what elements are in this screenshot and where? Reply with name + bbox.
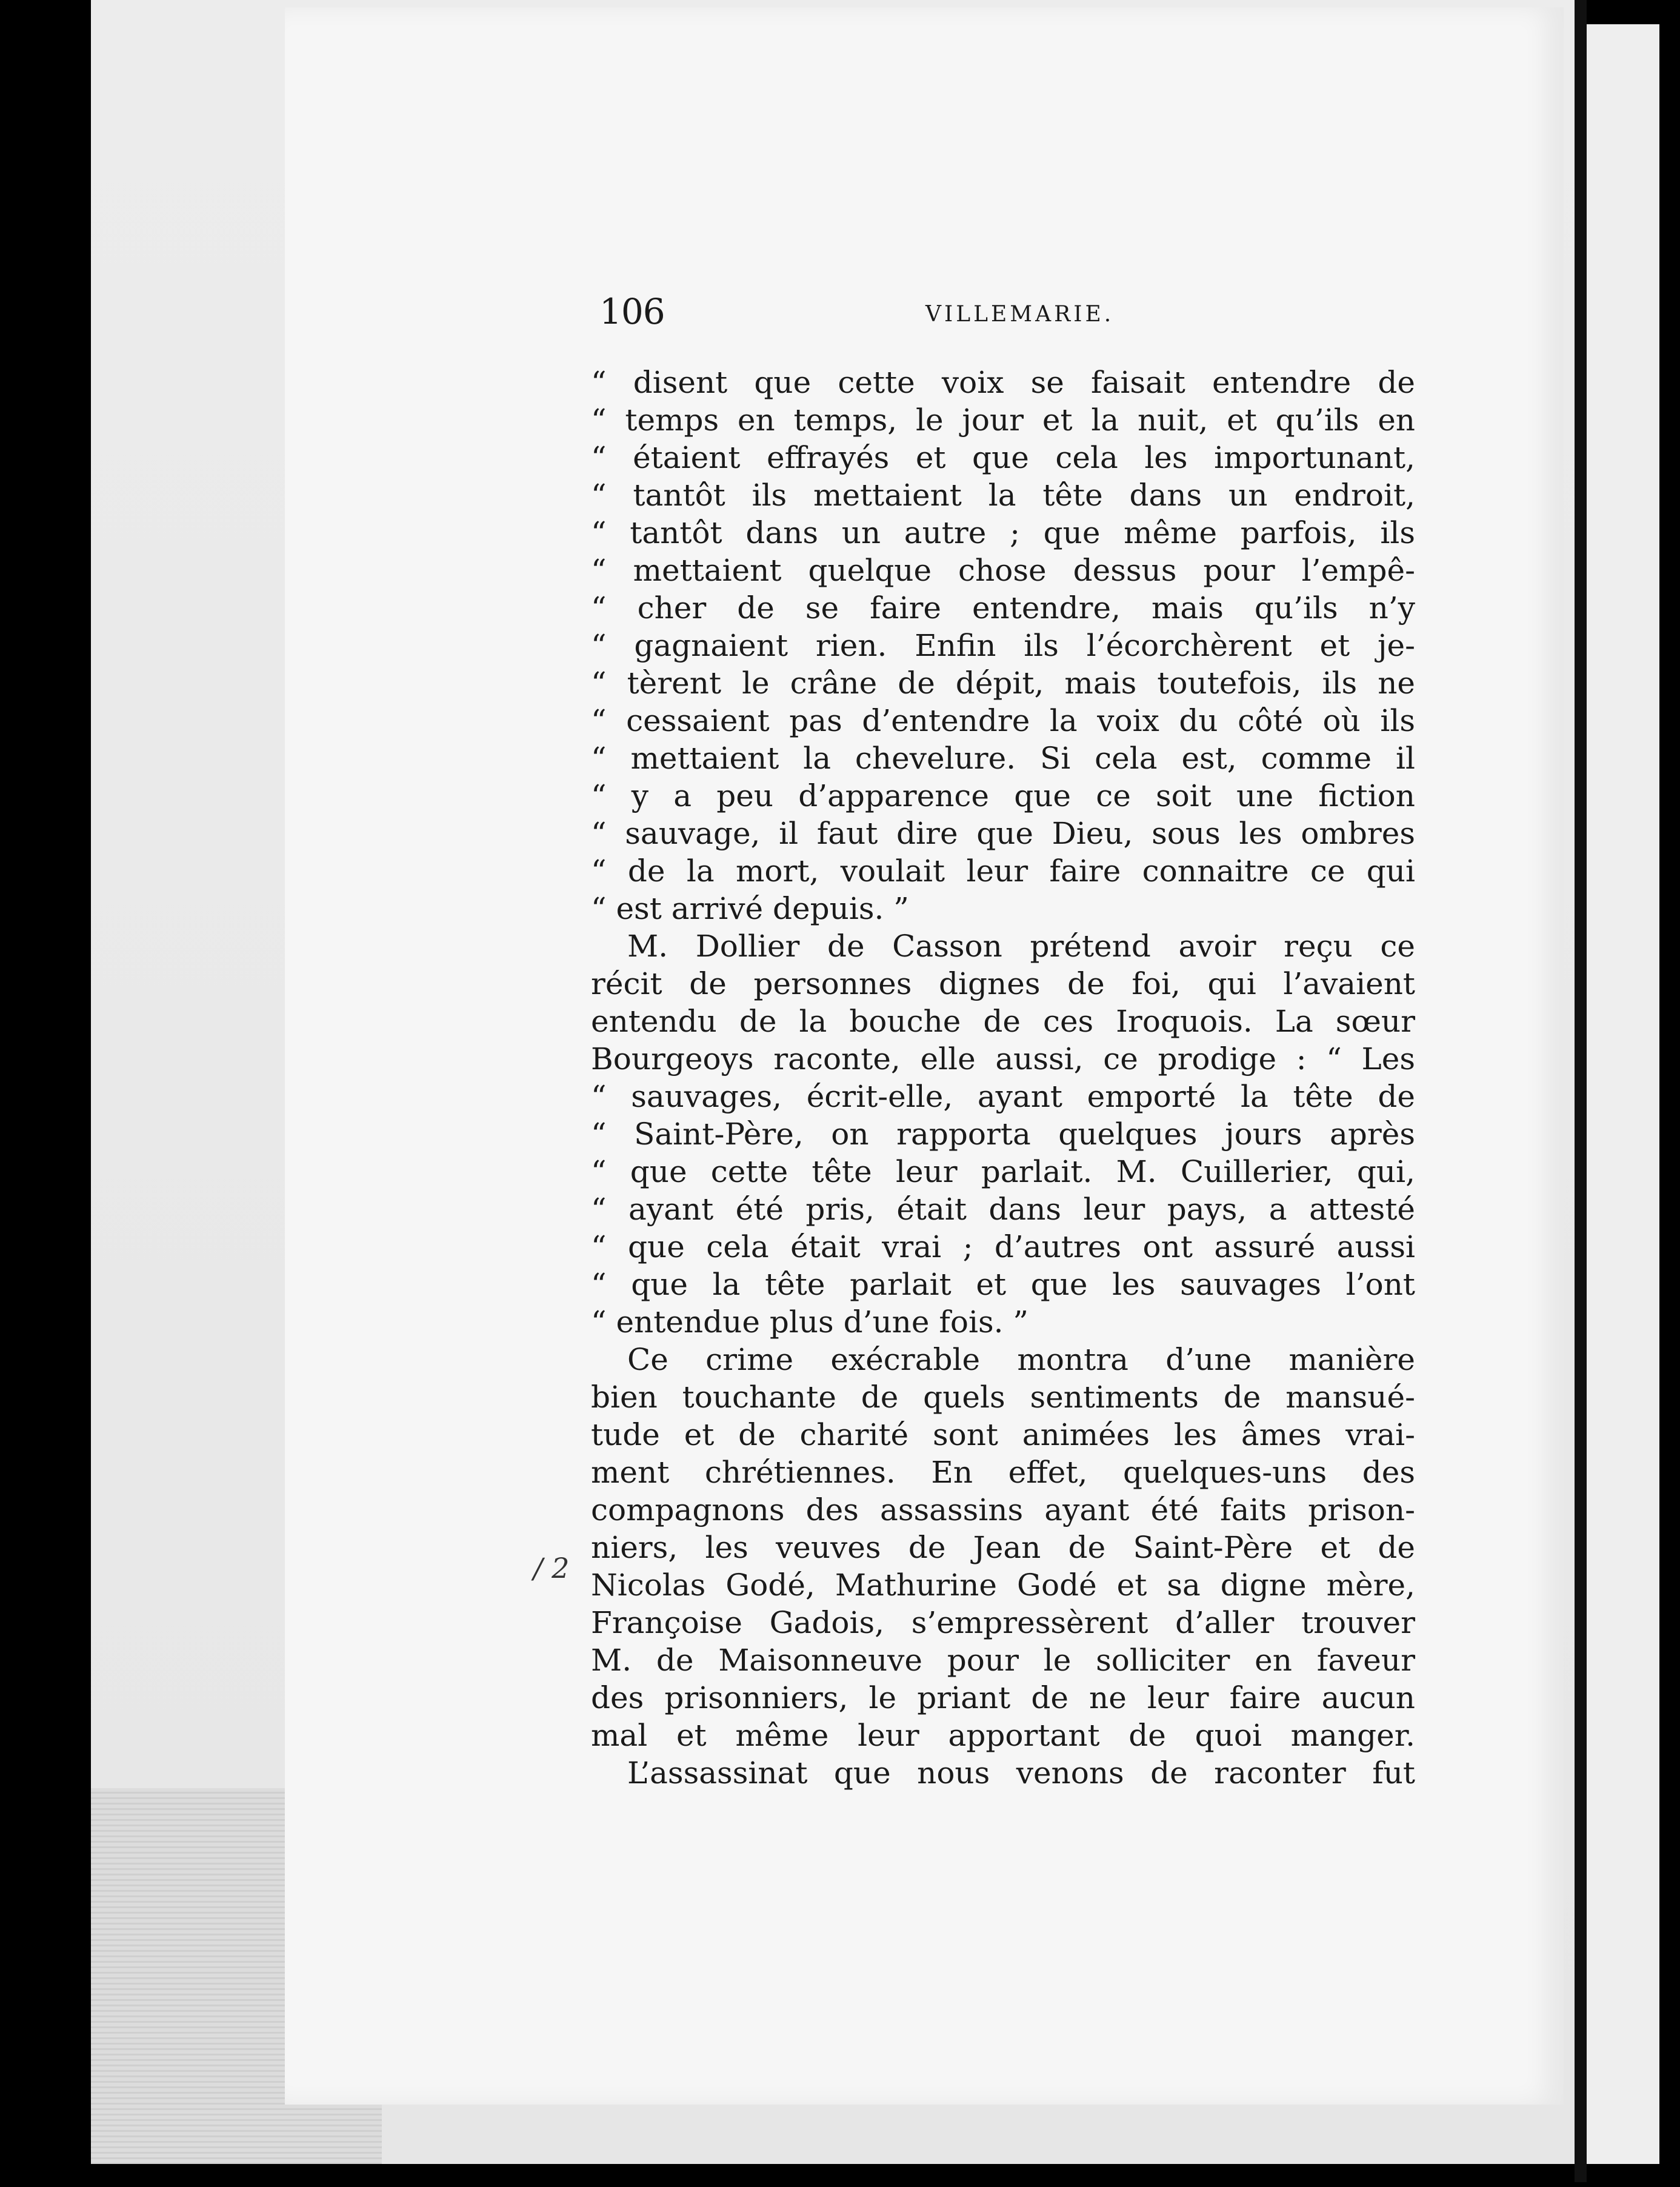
text-line: M. Dollier de Casson prétend avoir reçu ce bbox=[627, 929, 1415, 964]
text-line: ment chrétiennes. En effet, quelques-uns des bbox=[591, 1455, 1415, 1490]
text-line: “ étaient effrayés et que cela les importunant, bbox=[591, 440, 1415, 475]
text-line: “ de la mort, voulait leur faire connaitre ce qui bbox=[591, 853, 1415, 889]
text-line: récit de personnes dignes de foi, qui l’avaient bbox=[591, 966, 1415, 1001]
text-line: bien touchante de quels sentiments de mansué- bbox=[591, 1380, 1415, 1415]
text-line: Françoise Gadois, s’empressèrent d’aller trouver bbox=[591, 1605, 1415, 1640]
text-line: Bourgeoys raconte, elle aussi, ce prodige : “ Les bbox=[591, 1041, 1415, 1077]
text-line: “ tantôt ils mettaient la tête dans un endroit, bbox=[591, 478, 1415, 513]
text-line: “ mettaient la chevelure. Si cela est, comme il bbox=[591, 741, 1415, 776]
text-line: Ce crime exécrable montra d’une manière bbox=[627, 1342, 1415, 1377]
text-line: “ tantôt dans un autre ; que même parfois, ils bbox=[591, 515, 1415, 550]
text-line: “ gagnaient rien. Enfin ils l’écorchèrent et je- bbox=[591, 628, 1415, 663]
page-number: 106 bbox=[599, 291, 665, 332]
handwritten-margin-mark: / 2 bbox=[533, 1552, 570, 1584]
text-line: “ ayant été pris, était dans leur pays, a attesté bbox=[591, 1192, 1415, 1227]
text-line: niers, les veuves de Jean de Saint-Père et de bbox=[591, 1530, 1415, 1565]
book-gutter bbox=[1575, 0, 1587, 2182]
text-line: “ que cette tête leur parlait. M. Cuillerier, qui, bbox=[591, 1154, 1415, 1189]
text-line: Nicolas Godé, Mathurine Godé et sa digne mère, bbox=[591, 1568, 1415, 1603]
page-text-block bbox=[591, 291, 1415, 1792]
facing-page-edge bbox=[1587, 24, 1659, 2164]
running-head: VILLEMARIE. bbox=[925, 302, 1115, 327]
text-line: entendu de la bouche de ces Iroquois. La sœur bbox=[591, 1004, 1415, 1039]
page-header bbox=[591, 291, 1415, 364]
text-line: “ que la tête parlait et que les sauvages l’ont bbox=[591, 1267, 1415, 1302]
text-line: “ Saint-Père, on rapporta quelques jours après bbox=[591, 1117, 1415, 1152]
text-line: “ entendue plus d’une fois. ” bbox=[591, 1304, 1028, 1340]
text-line: “ cessaient pas d’entendre la voix du côté où ils bbox=[591, 703, 1415, 738]
text-line: “ est arrivé depuis. ” bbox=[591, 891, 909, 926]
text-line: mal et même leur apportant de quoi manger. bbox=[591, 1718, 1415, 1753]
text-line: “ y a peu d’apparence que ce soit une fiction bbox=[591, 778, 1415, 813]
text-line: “ sauvage, il faut dire que Dieu, sous les ombres bbox=[591, 816, 1415, 851]
text-line: tude et de charité sont animées les âmes vrai- bbox=[591, 1417, 1415, 1452]
text-line: “ que cela était vrai ; d’autres ont assuré aussi bbox=[591, 1229, 1415, 1264]
text-line: L’assassinat que nous venons de raconter fut bbox=[627, 1755, 1415, 1791]
text-line: des prisonniers, le priant de ne leur faire aucun bbox=[591, 1680, 1415, 1715]
text-line: M. de Maisonneuve pour le solliciter en faveur bbox=[591, 1643, 1415, 1678]
text-line: compagnons des assassins ayant été faits prison- bbox=[591, 1492, 1415, 1528]
text-line: “ sauvages, écrit-elle, ayant emporté la tête de bbox=[591, 1079, 1415, 1114]
text-line: “ temps en temps, le jour et la nuit, et qu’ils en bbox=[591, 402, 1415, 438]
text-line: “ cher de se faire entendre, mais qu’ils n’y bbox=[591, 590, 1415, 626]
text-line: “ disent que cette voix se faisait entendre de bbox=[591, 365, 1415, 400]
text-line: “ mettaient quelque chose dessus pour l’empê- bbox=[591, 553, 1415, 588]
text-line: “ tèrent le crâne de dépit, mais toutefois, ils ne bbox=[591, 666, 1415, 701]
